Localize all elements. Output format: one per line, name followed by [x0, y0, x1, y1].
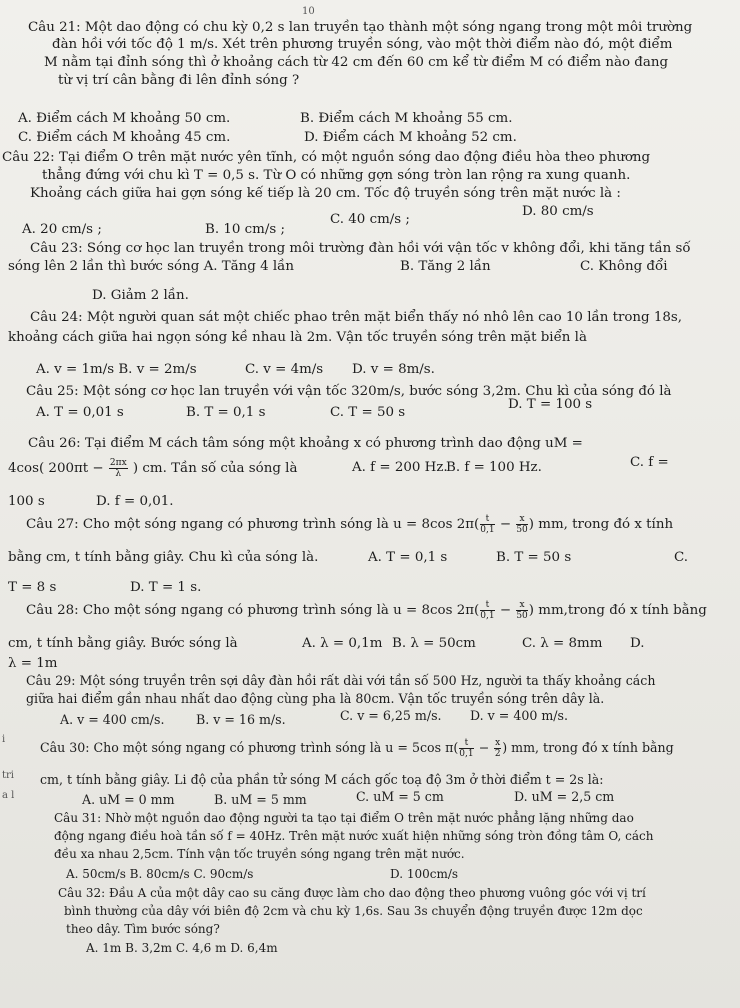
q23-line1: Câu 23: Sóng cơ học lan truyền trong môi trường đàn hồi với vận tốc v không đổi, khi tăng tần số	[30, 241, 691, 256]
margin-fragment-2: a l	[2, 790, 15, 801]
q22-line3: Khoảng cách giữa hai gợn sóng kế tiếp là 20 cm. Tốc độ truyền sóng trên mặt nước là :	[30, 186, 621, 201]
q25-option-b: B. T = 0,1 s	[186, 405, 266, 420]
q23-option-b: B. Tăng 2 lần	[400, 259, 491, 274]
q32-options: A. 1m B. 3,2m C. 4,6 m D. 6,4m	[86, 941, 278, 955]
q28-option-b: B. λ = 50cm	[392, 636, 476, 651]
q30-line1: Câu 30: Cho một sóng ngang có phương trình sóng là u = 5cos π( $\frac{t}{0,1}$ − $\frac{x}{2}$ ) mm, trong đó x tính bằng	[40, 738, 674, 759]
q28-option-c: C. λ = 8mm	[522, 636, 603, 651]
q22-option-c: C. 40 cm/s ;	[330, 212, 410, 227]
q24-option-c: C. v = 4m/s	[245, 362, 324, 377]
q30-option-d: D. uM = 2,5 cm	[514, 789, 615, 804]
q32-line2: bình thường của dây với biên độ 2cm và chu kỳ 1,6s. Sau 3s chuyển động truyền được 12m dọc	[64, 904, 643, 918]
q28-option-d-value: λ = 1m	[8, 656, 58, 671]
q29-option-c: C. v = 6,25 m/s.	[340, 708, 442, 723]
q28-line2: cm, t tính bằng giây. Bước sóng là	[8, 636, 238, 651]
q29-line1: Câu 29: Một sóng truyền trên sợi dây đàn hồi rất dài với tần số 500 Hz, người ta thấy khoảng cách	[26, 673, 656, 688]
q22-line1: Câu 22: Tại điểm O trên mặt nước yên tĩnh, có một nguồn sóng dao động điều hòa theo phương	[2, 150, 651, 165]
q25-option-a: A. T = 0,01 s	[36, 405, 124, 420]
q27-option-c-value: T = 8 s	[8, 580, 57, 595]
q26-option-b: B. f = 100 Hz.	[446, 460, 542, 475]
q21-option-c: C. Điểm cách M khoảng 45 cm.	[18, 130, 231, 145]
q31-line1: Câu 31: Nhờ một nguồn dao động người ta tạo tại điểm O trên mặt nước phẳng lặng những dao	[54, 811, 634, 825]
q22-option-b: B. 10 cm/s ;	[205, 222, 285, 237]
q23-line2: sóng lên 2 lần thì bước sóng A. Tăng 4 lần	[8, 259, 295, 274]
q21-line1: Câu 21: Một dao động có chu kỳ 0,2 s lan truyền tạo thành một sóng ngang trong một môi trường	[28, 20, 693, 35]
q27-line2: bằng cm, t tính bằng giây. Chu kì của sóng là.	[8, 550, 319, 565]
q23-option-c: C. Không đổi	[580, 259, 668, 274]
q27-option-a: A. T = 0,1 s	[368, 550, 448, 565]
q22-option-d: D. 80 cm/s	[522, 204, 594, 219]
q22-line2: thẳng đứng với chu kì T = 0,5 s. Từ O có những gợn sóng tròn lan rộng ra xung quanh.	[42, 168, 631, 183]
q31-options: A. 50cm/s B. 80cm/s C. 90cm/s	[66, 867, 254, 881]
q32-line3: theo dây. Tìm bước sóng?	[66, 922, 220, 936]
q24-line2: khoảng cách giữa hai ngọn sóng kề nhau là 2m. Vận tốc truyền sóng trên mặt biển là	[8, 330, 587, 345]
q21-line2: đàn hồi với tốc độ 1 m/s. Xét trên phương truyền sóng, vào một thời điểm nào đó, một điểm	[52, 37, 673, 52]
q26-option-c: C. f =	[630, 455, 669, 470]
q31-option-d: D. 100cm/s	[390, 867, 459, 881]
q25-line1: Câu 25: Một sóng cơ học lan truyền với vận tốc 320m/s, bước sóng 3,2m. Chu kì của sóng đó là	[26, 384, 672, 399]
q25-option-d: D. T = 100 s	[508, 397, 593, 412]
q31-line3: đều xa nhau 2,5cm. Tính vận tốc truyền sóng ngang trên mặt nước.	[54, 847, 465, 861]
q30-option-b: B. uM = 5 mm	[214, 792, 307, 807]
q24-option-d: D. v = 8m/s.	[352, 362, 435, 377]
q22-option-a: A. 20 cm/s ;	[22, 222, 102, 237]
q28-option-a: A. λ = 0,1m	[302, 636, 383, 651]
q21-option-a: A. Điểm cách M khoảng 50 cm.	[18, 111, 231, 126]
q26-option-c-value: 100 s	[8, 494, 45, 509]
q29-option-d: D. v = 400 m/s.	[470, 708, 569, 723]
q24-option-a: A. v = 1m/s B. v = 2m/s	[36, 362, 197, 377]
q29-option-b: B. v = 16 m/s.	[196, 712, 286, 727]
q24-line1: Câu 24: Một người quan sát một chiếc phao trên mặt biển thấy nó nhô lên cao 10 lần trong 18s,	[30, 310, 683, 325]
q21-line4: từ vị trí cân bằng đi lên đỉnh sóng ?	[58, 73, 300, 88]
q26-option-a: A. f = 200 Hz.	[352, 460, 448, 475]
q29-line2: giữa hai điểm gần nhau nhất dao động cùng pha là 80cm. Vận tốc truyền sóng trên dây là.	[26, 691, 605, 706]
q21-option-d: D. Điểm cách M khoảng 52 cm.	[304, 130, 517, 145]
q31-line2: động ngang điều hoà tần số f = 40Hz. Trên mặt nước xuất hiện những sóng tròn đồng tâm O, cách	[54, 829, 654, 843]
q29-option-a: A. v = 400 cm/s.	[60, 712, 165, 727]
q27-option-d: D. T = 1 s.	[130, 580, 202, 595]
q21-option-b2: B. Điểm cách M khoảng 55 cm.	[300, 111, 513, 126]
q27-option-c: C.	[674, 550, 689, 565]
q21-line3: M nằm tại đỉnh sóng thì ở khoảng cách từ 42 cm đến 60 cm kể từ điểm M có điểm nào đang	[44, 55, 669, 70]
margin-fragment-3: i	[2, 734, 6, 745]
q26-line1: Câu 26: Tại điểm M cách tâm sóng một khoảng x có phương trình dao động uM =	[28, 436, 583, 451]
q26-option-d: D. f = 0,01.	[96, 494, 174, 509]
q32-line1: Câu 32: Đầu A của một dây cao su căng được làm cho dao động theo phương vuông góc với vị trí	[58, 886, 646, 900]
q26-equation: 4cos( 200πt − $\frac{2\pi x}{\lambda}$ ) cm. Tần số của sóng là	[8, 458, 298, 479]
q27-line1: Câu 27: Cho một sóng ngang có phương trình sóng là u = 8cos 2π( $\frac{t}{0,1}$ − $\frac{x}{50}$ ) mm, trong đó x tính	[26, 514, 674, 535]
q30-line2: cm, t tính bằng giây. Li độ của phần tử sóng M cách gốc toạ độ 3m ở thời điểm t = 2s là:	[40, 772, 604, 787]
q30-option-a: A. uM = 0 mm	[82, 792, 175, 807]
q30-option-c: C. uM = 5 cm	[356, 789, 444, 804]
q27-option-b: B. T = 50 s	[496, 550, 572, 565]
q28-line1: Câu 28: Cho một sóng ngang có phương trình sóng là u = 8cos 2π( $\frac{t}{0,1}$ − $\frac{x}{50}$ ) mm,trong đó x tính bằng	[26, 600, 707, 621]
margin-fragment-1: tri	[2, 770, 14, 781]
q28-option-d: D.	[630, 636, 645, 651]
page-number: 10	[302, 6, 315, 17]
q25-option-c: C. T = 50 s	[330, 405, 406, 420]
q23-option-d: D. Giảm 2 lần.	[92, 288, 189, 303]
